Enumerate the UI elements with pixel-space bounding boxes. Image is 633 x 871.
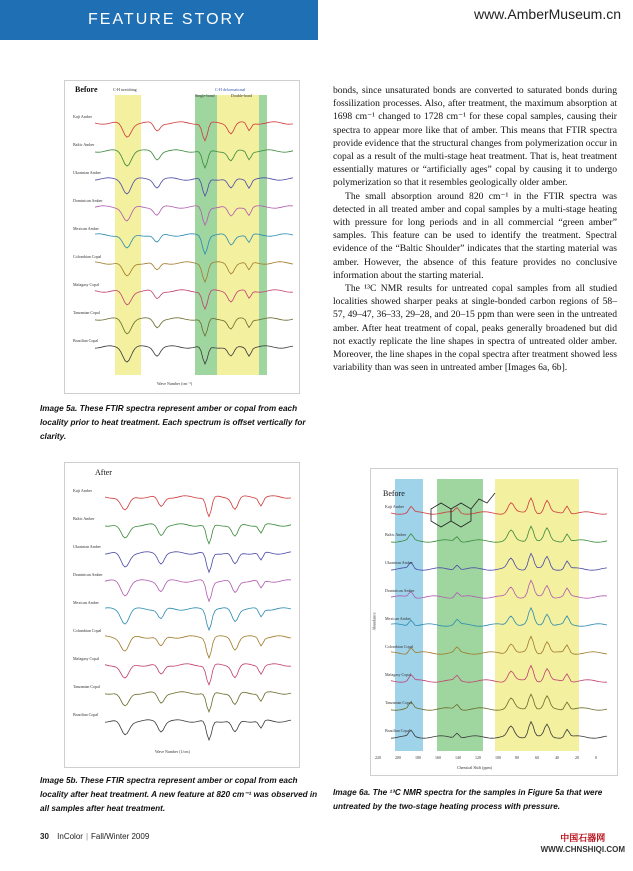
- page-footer: [40, 832, 149, 841]
- region-label-double-bond: Double-bond: [231, 93, 253, 98]
- spectrum-line: [105, 692, 291, 712]
- x-tick-label: 220: [375, 755, 381, 760]
- single-bond-band-nmr: [495, 479, 579, 751]
- spectrum-sample-label: Mexican Amber: [385, 616, 411, 621]
- spectrum-sample-label: Brazilian Copal: [73, 338, 99, 343]
- figure-5a-x-axis-label: Wave Number (cm⁻¹): [157, 381, 192, 386]
- spectrum-sample-label: Ukrainian Amber: [73, 170, 101, 175]
- spectrum-sample-label: Brazilian Copal: [385, 728, 411, 733]
- figure-6a-nmr-before: [370, 468, 618, 776]
- site-url[interactable]: www.AmberMuseum.cn: [473, 6, 621, 22]
- spectrum-sample-label: Colombian Copal: [385, 644, 414, 649]
- figure-5a-caption: Image 5a. These FTIR spectra represent amber or copal from each locality prior to heat treatment. Each spectrum is offset vertically for clarity.: [40, 404, 306, 441]
- figure-5a-ftir-before: [64, 80, 300, 394]
- spectrum-line: [105, 496, 291, 517]
- spectrum-sample-label: Colombian Copal: [73, 254, 102, 259]
- article-paragraph-1: bonds, since unsaturated bonds are converted to saturated bonds during fossilization processes. Also, after treatment, the maximum absorption at 1698 cm⁻¹ changed to 1728 cm⁻¹ for these copal samples, causing their spectra to appear more like that of amber. This means that FTIR spectra provide evidence that the structural changes from polymerization occur in copal as a result of the multi-stage heat treatment. That is, heat treatment essentially matures or “artificially ages” copal by causing it to undergo polymerization so that it resembles geologically older amber.: [333, 85, 617, 189]
- x-tick-label: 0: [595, 755, 597, 760]
- figure-5b-caption: Image 5b. These FTIR spectra represent amber or copal from each locality after heat treatment. A new feature at 820 cm⁻¹ was observed in all samples after heat treatment.: [40, 776, 318, 813]
- figure-5b-label: After: [95, 468, 112, 477]
- spectrum-sample-label: Malagasy Copal: [73, 282, 100, 287]
- spectrum-sample-label: Mexican Amber: [73, 600, 99, 605]
- x-tick-label: 20: [575, 755, 579, 760]
- figure-5b-plot: [65, 463, 299, 767]
- spectrum-line: [105, 580, 291, 602]
- spectrum-sample-label: Baltic Amber: [73, 142, 95, 147]
- article-paragraph-2: The small absorption around 820 cm⁻¹ in the FTIR spectra was detected in all treated amber and copal samples by a multi-stage heating with pressure for long periods and in all commercial “green amber” samples. This feature can be used to identify the treatment. Spectral evidence of the “Baltic Shoulder” indicates that the starting material was amber. However, the absence of this feature provides no conclusive information about the starting material.: [333, 190, 617, 281]
- spectrum-sample-label: Kuji Amber: [385, 504, 404, 509]
- publication-name: InColor: [57, 832, 83, 841]
- x-tick-label: 40: [555, 755, 559, 760]
- spectrum-sample-label: Kuji Amber: [73, 488, 92, 493]
- figure-5a-label: Before: [75, 85, 98, 94]
- article-paragraph-3: The ¹³C NMR results for untreated copal samples from all studied localities showed sharper peaks at single-bonded carbon regions of 58–57, 49–47, 36–33, 29–28, and 20–15 ppm than were seen in the untreated amber. After heat treatment of copal, peaks generally broadened but did not exactly replicate the line shapes in spectra of untreated older amber. Moreover, the line shapes in the copal spectra after treatment showed less variability than was seen in untreated amber [Images 6a, 6b].: [333, 283, 617, 374]
- watermark-url: WWW.CHNSHIQI.COM: [540, 845, 625, 854]
- region-label-single-bond: Single-bond: [195, 93, 215, 98]
- spectrum-sample-label: Kuji Amber: [73, 114, 92, 119]
- double-bond-band-nmr: [437, 479, 483, 751]
- spectrum-sample-label: Ukrainian Amber: [385, 560, 413, 565]
- figure-6a-x-axis-label: Chemical Shift (ppm): [457, 765, 492, 770]
- article-body: [333, 84, 617, 374]
- spectrum-sample-label: Columbian Copal: [73, 628, 102, 633]
- section-label: FEATURE STORY: [88, 11, 247, 28]
- spectrum-sample-label: Malagasy Copal: [73, 656, 100, 661]
- spectrum-sample-label: Tanzanian Copal: [73, 684, 100, 689]
- spectrum-sample-label: Dominican Amber: [73, 572, 103, 577]
- x-tick-label: 160: [435, 755, 441, 760]
- watermark-chinese-text: 中国石器网: [560, 833, 606, 843]
- x-tick-label: 80: [515, 755, 519, 760]
- figure-5b-x-axis-label: Wave Number (1/cm): [155, 749, 190, 754]
- spectrum-line: [105, 636, 291, 658]
- spectrum-sample-label: Brazilian Copal: [73, 712, 99, 717]
- site-watermark: [541, 833, 625, 855]
- region-label-ch-deformational: C-H deformational: [215, 87, 246, 92]
- spectrum-sample-label: Dominican Amber: [73, 198, 103, 203]
- x-tick-label: 100: [495, 755, 501, 760]
- figure-6a-label: Before: [383, 489, 405, 498]
- x-tick-label: 200: [395, 755, 401, 760]
- spectrum-sample-label: Ukrainian Amber: [73, 544, 101, 549]
- spectrum-line: [105, 524, 291, 544]
- region-label-ch-stretching: C-H stretching: [113, 87, 137, 92]
- spectrum-line: [105, 608, 291, 630]
- figure-6a-caption: Image 6a. The ¹³C NMR spectra for the samples in Figure 5a that were untreated by the two-stage heating process with pressure.: [333, 788, 603, 811]
- spectrum-line: [105, 664, 291, 685]
- x-tick-label: 60: [535, 755, 539, 760]
- x-tick-label: 140: [455, 755, 461, 760]
- spectrum-sample-label: Malagasy Copal: [385, 672, 412, 677]
- spectrum-sample-label: Dominican Amber: [385, 588, 415, 593]
- spectrum-sample-label: Baltic Amber: [385, 532, 407, 537]
- issue-date: Fall/Winter 2009: [91, 832, 150, 841]
- figure-5b-ftir-after: [64, 462, 300, 768]
- section-banner: [0, 0, 318, 40]
- figure-6a-y-axis-label: Abundance: [371, 612, 377, 631]
- spectrum-line: [105, 720, 291, 740]
- spectrum-sample-label: Mexican Amber: [73, 226, 99, 231]
- figure-5a-plot: [65, 81, 299, 393]
- spectrum-sample-label: Tanzanian Copal: [385, 700, 412, 705]
- x-tick-label: 120: [475, 755, 481, 760]
- page-number: 30: [40, 832, 49, 841]
- x-tick-label: 180: [415, 755, 421, 760]
- spectrum-sample-label: Tanzanian Copal: [73, 310, 100, 315]
- spectrum-line: [105, 552, 291, 572]
- footer-separator: |: [85, 832, 89, 841]
- spectrum-sample-label: Baltic Amber: [73, 516, 95, 521]
